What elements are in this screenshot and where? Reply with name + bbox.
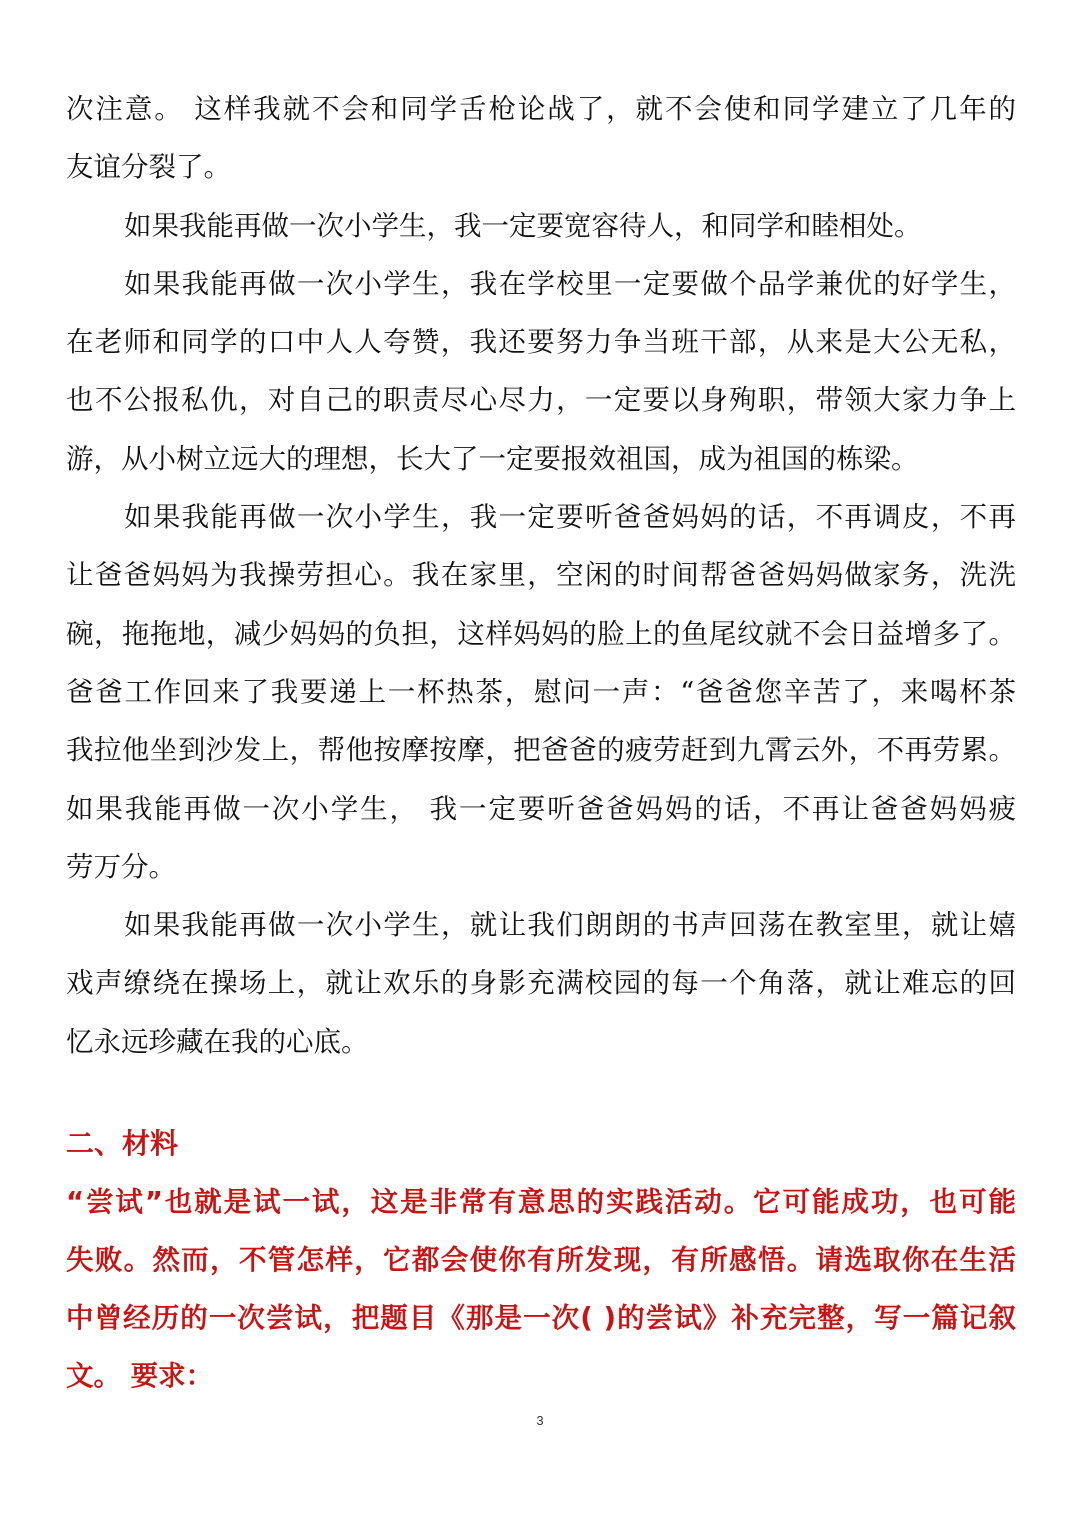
text-line: 在老师和同学的口中人人夸赞，我还要努力争当班干部，从来是大公无私， (66, 326, 1016, 359)
paragraph-5 (66, 896, 1016, 1071)
paragraph-3 (66, 255, 1016, 488)
text-line: 如果我能再做一次小学生，我一定要宽容待人，和同学和睦相处。 (124, 209, 922, 242)
text-line: 如果我能再做一次小学生，我一定要听爸爸妈妈的话，不再调皮，不再 (124, 501, 1016, 534)
text-line: 劳万分。 (66, 850, 176, 883)
text-line: 如果我能再做一次小学生， 我一定要听爸爸妈妈的话，不再让爸爸妈妈疲 (66, 792, 1016, 825)
section-spacer (66, 1071, 1016, 1101)
prompt-block (66, 1173, 1016, 1405)
text-line: 我拉他坐到沙发上，帮他按摩按摩，把爸爸的疲劳赶到九霄云外，不再劳累。 (66, 734, 1016, 767)
text-line: 如果我能再做一次小学生，我在学校里一定要做个品学兼优的好学生， (124, 267, 1016, 300)
text-line: 如果我能再做一次小学生，就让我们朗朗的书声回荡在教室里，就让嬉 (124, 909, 1016, 942)
prompt-line: 失败。然而，不管怎样，它都会使你有所发现，有所感悟。请选取你在生活 (66, 1244, 1016, 1277)
text-line: 也不公报私仇，对自己的职责尽心尽力，一定要以身殉职，带领大家力争上 (66, 384, 1016, 417)
text-line: 戏声缭绕在操场上，就让欢乐的身影充满校园的每一个角落，就让难忘的回 (66, 967, 1016, 1000)
text-line: 让爸爸妈妈为我操劳担心。我在家里，空闲的时间帮爸爸妈妈做家务，洗洗 (66, 559, 1016, 592)
section-heading: 二、材料 (66, 1127, 179, 1161)
text-line: 忆永远珍藏在我的心底。 (66, 1025, 369, 1058)
prompt-line: 文。 要求： (66, 1360, 214, 1393)
text-line: 游，从小树立远大的理想，长大了一定要报效祖国，成为祖国的栋梁。 (66, 442, 919, 475)
text-line: 友谊分裂了。 (66, 151, 231, 184)
paragraph-1 (66, 80, 1016, 197)
text-line: 爸爸工作回来了我要递上一杯热茶，慰问一声：“爸爸您辛苦了，来喝杯茶 (66, 675, 1016, 708)
prompt-line: 中曾经历的一次尝试，把题目《那是一次( )的尝试》补充完整，写一篇记叙 (66, 1302, 1016, 1335)
paragraph-4 (66, 488, 1016, 896)
page-number: 3 (536, 1413, 544, 1428)
text-line: 碗，拖拖地，减少妈妈的负担，这样妈妈的脸上的鱼尾纹就不会日益增多了。 (66, 617, 1016, 650)
text-line: 次注意。 这样我就不会和同学舌枪论战了，就不会使和同学建立了几年的 (66, 93, 1016, 125)
paragraph-2 (66, 197, 1016, 255)
page-content (66, 80, 1016, 1405)
prompt-line: “尝试”也就是试一试，这是非常有意思的实践活动。它可能成功，也可能 (66, 1186, 1016, 1219)
